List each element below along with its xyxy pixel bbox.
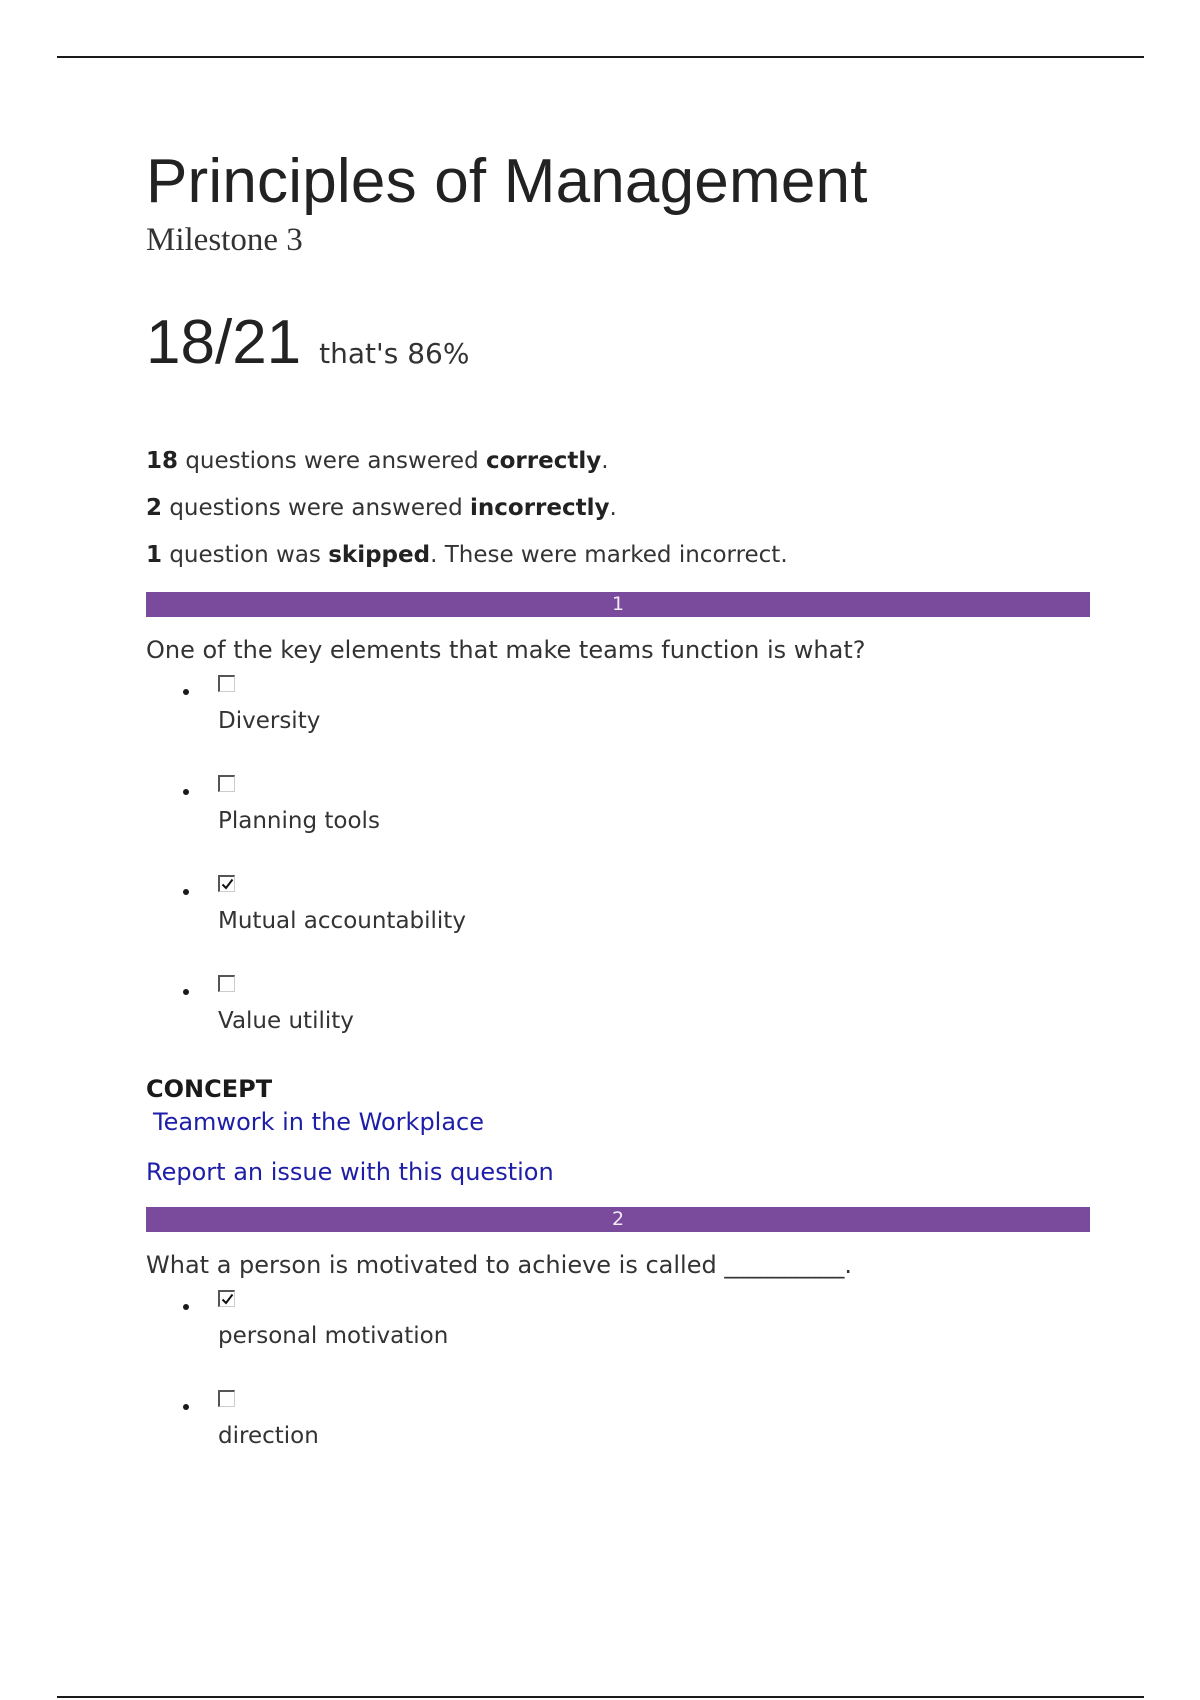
- option-label: Mutual accountability: [218, 908, 466, 934]
- checkbox-unchecked[interactable]: [218, 975, 235, 992]
- question-text: What a person is motivated to achieve is called __________.: [146, 1251, 852, 1279]
- incorrect-count: 2: [146, 495, 163, 521]
- checkbox-unchecked[interactable]: [218, 675, 235, 692]
- skipped-text: question was: [162, 542, 329, 568]
- bullet-icon: [183, 789, 189, 795]
- question-text: One of the key elements that make teams function is what?: [146, 636, 866, 664]
- checkbox-checked[interactable]: [218, 1290, 235, 1307]
- concept-link[interactable]: Teamwork in the Workplace: [153, 1108, 485, 1136]
- correct-word: correctly: [486, 448, 602, 474]
- bullet-icon: [183, 1404, 189, 1410]
- answer-option: [146, 867, 1090, 967]
- correct-text: questions were answered: [178, 448, 486, 474]
- incorrect-text: questions were answered: [162, 495, 470, 521]
- bullet-icon: [183, 889, 189, 895]
- report-issue-link[interactable]: Report an issue with this question: [146, 1158, 554, 1186]
- option-label: personal motivation: [218, 1323, 449, 1349]
- skipped-note: . These were marked incorrect.: [430, 542, 788, 568]
- summary-skipped: [146, 532, 1090, 579]
- correct-period: .: [601, 448, 609, 474]
- results-summary: [146, 438, 1090, 579]
- incorrect-word: incorrectly: [470, 495, 610, 521]
- answer-option: [146, 767, 1090, 867]
- option-label: Diversity: [218, 708, 321, 734]
- page-subtitle: Milestone 3: [146, 222, 303, 258]
- incorrect-period: .: [609, 495, 617, 521]
- checkmark-icon: [221, 1293, 234, 1306]
- checkbox-checked[interactable]: [218, 875, 235, 892]
- skipped-count: 1: [146, 542, 163, 568]
- answer-option: [146, 967, 1090, 1067]
- score-row: [146, 306, 1090, 380]
- answer-option: [146, 1282, 1090, 1382]
- checkbox-unchecked[interactable]: [218, 775, 235, 792]
- content: [146, 144, 1090, 1482]
- checkmark-icon: [221, 878, 234, 891]
- option-label: Planning tools: [218, 808, 380, 834]
- bullet-icon: [183, 689, 189, 695]
- skipped-word: skipped: [328, 542, 431, 568]
- summary-correct: [146, 438, 1090, 485]
- top-rule: [57, 56, 1144, 58]
- bottom-rule: [57, 1696, 1144, 1698]
- correct-count: 18: [146, 448, 179, 474]
- question-number-bar: 1: [146, 592, 1090, 617]
- question-number-bar: 2: [146, 1207, 1090, 1232]
- checkbox-unchecked[interactable]: [218, 1390, 235, 1407]
- concept-heading: CONCEPT: [146, 1075, 273, 1103]
- bullet-icon: [183, 1304, 189, 1310]
- answer-option: [146, 1382, 1090, 1482]
- option-label: direction: [218, 1423, 319, 1449]
- option-label: Value utility: [218, 1008, 354, 1034]
- score-value: 18/21: [146, 308, 302, 377]
- score-percent: that's 86%: [319, 337, 470, 370]
- bullet-icon: [183, 989, 189, 995]
- answer-option: [146, 667, 1090, 767]
- answer-options: [146, 1282, 1090, 1482]
- summary-incorrect: [146, 485, 1090, 532]
- answer-options: [146, 667, 1090, 1067]
- page-title: Principles of Management: [146, 147, 868, 216]
